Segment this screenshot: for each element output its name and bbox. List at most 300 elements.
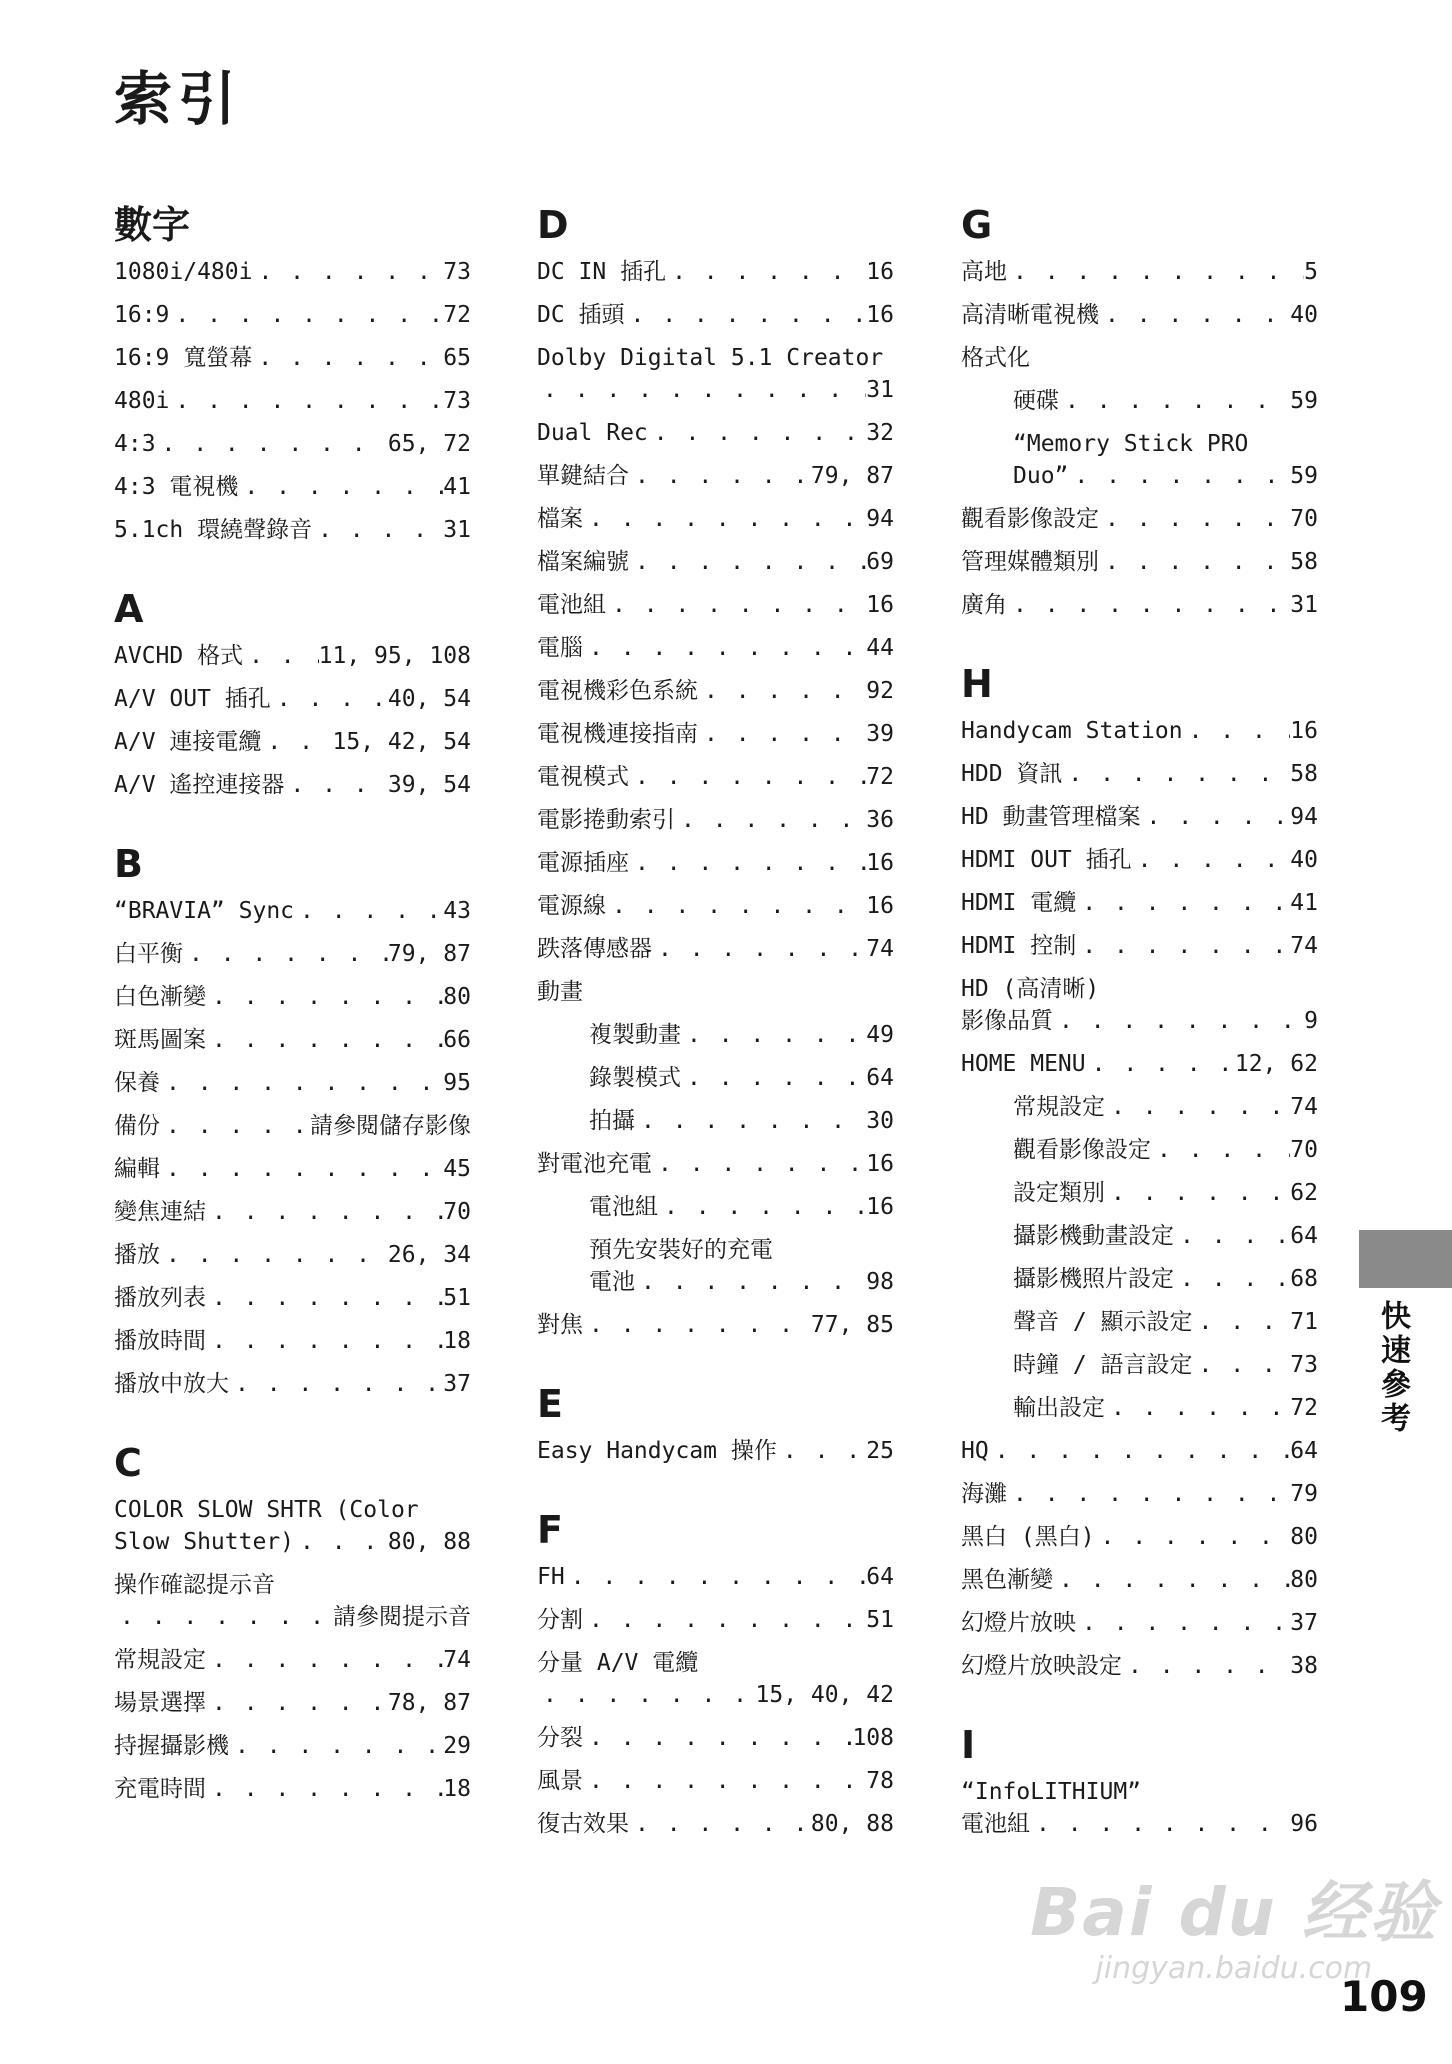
entry-page-ref: 44 (866, 635, 894, 661)
entry-term: 檔案 (537, 506, 583, 532)
entry-line (114, 1569, 471, 1601)
entry-line (961, 758, 1318, 790)
entry-page-ref: 98 (866, 1269, 894, 1295)
index-entry (537, 890, 894, 922)
entry-line (961, 844, 1318, 876)
entry-line (961, 1776, 1318, 1808)
leader-dots (206, 1687, 388, 1719)
entry-line (537, 1561, 894, 1593)
leader-dots (294, 1526, 388, 1558)
entry-line (589, 1019, 894, 1051)
entry-term: 幻燈片放映設定 (961, 1653, 1122, 1679)
entry-line (537, 718, 894, 750)
entry-term: HDMI OUT 插孔 (961, 847, 1132, 873)
entry-term: 常規設定 (1013, 1094, 1105, 1120)
entry-page-ref: 51 (866, 1607, 894, 1633)
entry-term: 管理媒體類別 (961, 549, 1099, 575)
entry-term: HD (高清晰) (961, 976, 1100, 1002)
leader-dots (1099, 546, 1290, 578)
index-entry (537, 976, 894, 1008)
leader-dots (169, 299, 443, 331)
entry-line (537, 256, 894, 288)
watermark-logo: Bai du 经验 (1030, 1874, 1438, 1951)
entry-page-ref: 41 (1290, 890, 1318, 916)
entry-term: 高清晰電視機 (961, 302, 1099, 328)
entry-term: Slow Shutter) (114, 1529, 295, 1555)
entry-term: 電池組 (961, 1811, 1030, 1837)
index-entry (537, 460, 894, 492)
entry-line (961, 1478, 1318, 1510)
entry-page-ref: 79, 87 (810, 463, 894, 489)
entry-page-ref: 94 (866, 506, 894, 532)
index-entry (114, 1153, 471, 1185)
leader-dots (629, 761, 866, 793)
index-entry (114, 256, 471, 288)
leader-dots (1076, 1607, 1290, 1639)
leader-dots (658, 1191, 866, 1223)
entry-term: “BRAVIA” Sync (114, 898, 295, 924)
index-section (114, 839, 471, 1400)
entry-term: 分割 (537, 1607, 583, 1633)
entry-term: 觀看影像設定 (961, 506, 1099, 532)
entry-line (961, 1435, 1318, 1467)
index-entry (961, 930, 1318, 962)
leader-dots (238, 471, 443, 503)
entry-line (961, 1048, 1318, 1080)
leader-dots (606, 890, 866, 922)
index-entry (961, 715, 1318, 747)
leader-dots (681, 1062, 866, 1094)
entry-page-ref: 31 (443, 517, 471, 543)
index-entry (114, 1325, 471, 1357)
entry-page-ref: 70 (1290, 1137, 1318, 1163)
index-entry (114, 1368, 471, 1400)
leader-dots (160, 1153, 443, 1185)
page-number: 109 (1340, 1972, 1428, 2021)
index-entry (537, 503, 894, 535)
entry-line (114, 299, 471, 331)
leader-dots (625, 299, 867, 331)
leader-dots (583, 1765, 866, 1797)
leader-dots (183, 938, 388, 970)
index-entry (114, 1067, 471, 1099)
entry-page-ref: 73 (443, 259, 471, 285)
entry-page-ref: 80, 88 (810, 1811, 894, 1837)
entry-line (114, 1494, 471, 1526)
index-entry (537, 1604, 894, 1636)
leader-dots (271, 683, 388, 715)
entry-page-ref: 9 (1304, 1008, 1318, 1034)
index-entry (114, 895, 471, 927)
entry-line (1013, 1306, 1318, 1338)
entry-term: 白色漸變 (114, 984, 206, 1010)
leader-dots (698, 718, 866, 750)
entry-line (589, 1266, 894, 1298)
leader-dots (312, 514, 443, 546)
index-entry (114, 1239, 471, 1271)
leader-dots (606, 589, 866, 621)
entry-page-ref: 79 (1290, 1481, 1318, 1507)
index-entry (537, 417, 894, 449)
entry-page-ref: 38 (1290, 1653, 1318, 1679)
entry-line (961, 930, 1318, 962)
index-entry (114, 1196, 471, 1228)
index-entry (961, 546, 1318, 578)
index-section (537, 1505, 894, 1840)
entry-line (114, 895, 471, 927)
entry-line (114, 256, 471, 288)
entry-page-ref: 40 (1290, 847, 1318, 873)
entry-term: 電池組 (589, 1194, 658, 1220)
leader-dots (206, 1644, 443, 1676)
leader-dots (629, 460, 811, 492)
index-entry (114, 683, 471, 715)
entry-page-ref: 39, 54 (387, 772, 471, 798)
entry-term: HDMI 控制 (961, 933, 1077, 959)
leader-dots (648, 417, 867, 449)
entry-term: 對電池充電 (537, 1151, 652, 1177)
leader-dots (1059, 385, 1290, 417)
entry-line (589, 1191, 894, 1223)
entry-page-ref: 16 (866, 592, 894, 618)
entry-term: 攝影機動畫設定 (1013, 1223, 1174, 1249)
entry-page-ref: 36 (866, 807, 894, 833)
index-subentry (961, 1349, 1318, 1381)
leader-dots (1030, 1808, 1290, 1840)
entry-page-ref: 37 (443, 1371, 471, 1397)
entry-term: HDMI 電纜 (961, 890, 1077, 916)
index-entry (961, 256, 1318, 288)
entry-term: 1080i/480i (114, 259, 253, 285)
index-entry (114, 1644, 471, 1676)
index-section (961, 200, 1318, 621)
entry-term: HD 動畫管理檔案 (961, 804, 1141, 830)
index-entry (114, 1110, 471, 1142)
entry-line (537, 761, 894, 793)
leader-dots (537, 374, 866, 406)
entry-line (537, 804, 894, 836)
index-subentry (961, 1177, 1318, 1209)
index-entry (114, 1687, 471, 1719)
entry-page-ref: 16 (1290, 718, 1318, 744)
index-subentry (961, 385, 1318, 417)
index-section (537, 200, 894, 1341)
entry-line (537, 1808, 894, 1840)
leader-dots (652, 1148, 866, 1180)
leader-dots (1174, 1220, 1290, 1252)
entry-line (114, 640, 471, 672)
entry-term: 變焦連結 (114, 1199, 206, 1225)
entry-page-ref: 請參閱儲存影像 (310, 1113, 471, 1139)
leader-dots (537, 1679, 756, 1711)
leader-dots (1099, 299, 1290, 331)
index-entry (961, 299, 1318, 331)
entry-line (961, 715, 1318, 747)
entry-page-ref: 31 (866, 377, 894, 403)
entry-line (537, 460, 894, 492)
entry-term: A/V OUT 插孔 (114, 686, 271, 712)
index-entry (537, 632, 894, 664)
leader-dots (1141, 801, 1291, 833)
entry-page-ref: 16 (866, 893, 894, 919)
leader-dots (206, 1325, 443, 1357)
leader-dots (252, 342, 443, 374)
entry-term: 硬碟 (1013, 388, 1059, 414)
entry-page-ref: 37 (1290, 1610, 1318, 1636)
index-entry (114, 385, 471, 417)
section-tab (1359, 1230, 1452, 1288)
entry-term: A/V 遙控連接器 (114, 772, 285, 798)
entry-page-ref: 80 (1290, 1567, 1318, 1593)
entry-line (537, 503, 894, 535)
entry-page-ref: 40 (1290, 302, 1318, 328)
index-entry (961, 1478, 1318, 1510)
entry-line (961, 1650, 1318, 1682)
entry-term: 拍攝 (589, 1108, 635, 1134)
entry-line (537, 1148, 894, 1180)
entry-term: 電池組 (537, 592, 606, 618)
entry-line (114, 1526, 471, 1558)
index-entry (961, 589, 1318, 621)
entry-line (114, 428, 471, 460)
leader-dots (583, 1604, 866, 1636)
entry-page-ref: 73 (1290, 1352, 1318, 1378)
index-entry (537, 804, 894, 836)
entry-line (537, 675, 894, 707)
entry-page-ref: 59 (1290, 463, 1318, 489)
entry-term: 白平衡 (114, 941, 183, 967)
entry-line (537, 589, 894, 621)
entry-line (537, 890, 894, 922)
index-entry (961, 1776, 1318, 1840)
leader-dots (229, 1368, 443, 1400)
leader-dots (229, 1730, 443, 1762)
index-subentry (537, 1234, 894, 1298)
entry-line (1013, 1177, 1318, 1209)
section-heading: 數字 (114, 203, 191, 247)
entry-line (961, 342, 1318, 374)
entry-page-ref: 62 (1290, 1180, 1318, 1206)
entry-page-ref: 58 (1290, 761, 1318, 787)
entry-page-ref: 78 (866, 1768, 894, 1794)
entry-term: 觀看影像設定 (1013, 1137, 1151, 1163)
index-entry (537, 761, 894, 793)
leader-dots (777, 1435, 866, 1467)
index-entry (537, 1148, 894, 1180)
index-entry (114, 514, 471, 546)
entry-line (537, 1647, 894, 1679)
entry-term: HDD 資訊 (961, 761, 1063, 787)
leader-dots (1193, 1306, 1291, 1338)
entry-page-ref: 80 (443, 984, 471, 1010)
entry-term: 電源插座 (537, 850, 629, 876)
entry-line (1013, 428, 1318, 460)
index-entry (537, 1808, 894, 1840)
entry-term: DC 插頭 (537, 302, 625, 328)
entry-line (114, 1730, 471, 1762)
leader-dots (583, 503, 866, 535)
index-entry (961, 1435, 1318, 1467)
entry-term: 聲音 / 顯示設定 (1013, 1309, 1193, 1335)
entry-page-ref: 94 (1290, 804, 1318, 830)
section-heading: B (114, 842, 143, 886)
entry-term: 備份 (114, 1113, 160, 1139)
section-tab-label: 快速參考 (1375, 1300, 1410, 1436)
leader-dots (1007, 256, 1304, 288)
entry-term: Easy Handycam 操作 (537, 1438, 777, 1464)
entry-term: 攝影機照片設定 (1013, 1266, 1174, 1292)
entry-line (1013, 385, 1318, 417)
entry-line (961, 256, 1318, 288)
entry-page-ref: 59 (1290, 388, 1318, 414)
entry-term: 電視模式 (537, 764, 629, 790)
entry-page-ref: 30 (866, 1108, 894, 1134)
index-entry (537, 1435, 894, 1467)
leader-dots (629, 1808, 811, 1840)
entry-term: 常規設定 (114, 1647, 206, 1673)
entry-page-ref: 80 (1290, 1524, 1318, 1550)
leader-dots (1007, 589, 1290, 621)
entry-page-ref: 25 (866, 1438, 894, 1464)
entry-term: 廣角 (961, 592, 1007, 618)
index-entry (961, 887, 1318, 919)
entry-term: DC IN 插孔 (537, 259, 667, 285)
entry-term: 海灘 (961, 1481, 1007, 1507)
entry-page-ref: 64 (1290, 1223, 1318, 1249)
entry-term: 設定類別 (1013, 1180, 1105, 1206)
entry-line (537, 1435, 894, 1467)
index-entry (537, 1722, 894, 1754)
index-entry (537, 675, 894, 707)
entry-term: 操作確認提示音 (114, 1572, 275, 1598)
leader-dots (156, 428, 388, 460)
index-entry (961, 1521, 1318, 1553)
entry-page-ref: 18 (443, 1776, 471, 1802)
leader-dots (206, 981, 443, 1013)
section-heading: H (961, 662, 993, 706)
entry-term: 幻燈片放映 (961, 1610, 1076, 1636)
leader-dots (629, 546, 866, 578)
entry-term: 4:3 (114, 431, 156, 457)
index-entry (961, 973, 1318, 1037)
index-entry (114, 726, 471, 758)
leader-dots (1086, 1048, 1235, 1080)
section-heading: C (114, 1441, 142, 1485)
leader-dots (206, 1773, 443, 1805)
entry-page-ref: 51 (443, 1285, 471, 1311)
entry-line (589, 1062, 894, 1094)
entry-page-ref: 66 (443, 1027, 471, 1053)
leader-dots (206, 1282, 443, 1314)
index-subentry (961, 1134, 1318, 1166)
entry-term: 編輯 (114, 1156, 160, 1182)
index-entry (961, 758, 1318, 790)
entry-line (537, 1722, 894, 1754)
entry-page-ref: 5 (1304, 259, 1318, 285)
entry-line (1013, 1349, 1318, 1381)
entry-page-ref: 31 (1290, 592, 1318, 618)
index-section (961, 659, 1318, 1682)
entry-page-ref: 39 (866, 721, 894, 747)
entry-line (114, 1644, 471, 1676)
entry-term: Dolby Digital 5.1 Creator (537, 345, 884, 371)
entry-page-ref: 45 (443, 1156, 471, 1182)
entry-page-ref: 65 (443, 345, 471, 371)
entry-line (961, 801, 1318, 833)
entry-page-ref: 95 (443, 1070, 471, 1096)
entry-page-ref: 26, 34 (387, 1242, 471, 1268)
entry-term: FH (537, 1564, 565, 1590)
leader-dots (284, 769, 388, 801)
entry-term: 分裂 (537, 1725, 583, 1751)
index-entry (114, 640, 471, 672)
entry-line (114, 769, 471, 801)
entry-term: 風景 (537, 1768, 583, 1794)
index-entry (114, 981, 471, 1013)
leader-dots (160, 1239, 388, 1271)
entry-page-ref: 78, 87 (387, 1690, 471, 1716)
entry-term: 播放中放大 (114, 1371, 229, 1397)
entry-page-ref: 69 (866, 549, 894, 575)
section-heading: D (537, 203, 569, 247)
index-subentry (537, 1019, 894, 1051)
leader-dots (1076, 887, 1290, 919)
entry-term: 電源線 (537, 893, 606, 919)
entry-line (537, 1765, 894, 1797)
entry-page-ref: 64 (1290, 1438, 1318, 1464)
leader-dots (583, 1722, 852, 1754)
entry-page-ref: 16 (866, 1151, 894, 1177)
index-subentry (961, 1220, 1318, 1252)
index-entry (961, 801, 1318, 833)
entry-line (961, 503, 1318, 535)
index-entry (114, 1282, 471, 1314)
entry-term: 播放時間 (114, 1328, 206, 1354)
entry-line (961, 1808, 1318, 1840)
index-entry (114, 471, 471, 503)
leader-dots (698, 675, 866, 707)
entry-line (961, 589, 1318, 621)
watermark-url: jingyan.baidu.com (1095, 1951, 1373, 1986)
leader-dots (160, 1067, 443, 1099)
leader-dots (1183, 715, 1291, 747)
leader-dots (169, 385, 443, 417)
entry-term: 電池 (589, 1269, 635, 1295)
entry-line (961, 299, 1318, 331)
entry-term: 充電時間 (114, 1776, 206, 1802)
entry-line (589, 1234, 894, 1266)
index-entry (537, 1765, 894, 1797)
leader-dots (1099, 503, 1290, 535)
entry-page-ref: 16 (866, 259, 894, 285)
entry-term: AVCHD 格式 (114, 643, 244, 669)
index-section (537, 1379, 894, 1467)
entry-term: 播放列表 (114, 1285, 206, 1311)
entry-page-ref: 請參閱提示音 (333, 1604, 471, 1630)
entry-line (1013, 1091, 1318, 1123)
index-section (114, 1438, 471, 1805)
entry-line (537, 632, 894, 664)
entry-line (537, 299, 894, 331)
leader-dots (261, 726, 332, 758)
leader-dots (1151, 1134, 1290, 1166)
entry-line (114, 981, 471, 1013)
entry-line (537, 1604, 894, 1636)
leader-dots (1076, 930, 1290, 962)
index-subentry (961, 1306, 1318, 1338)
index-entry (114, 299, 471, 331)
entry-page-ref: 43 (443, 898, 471, 924)
